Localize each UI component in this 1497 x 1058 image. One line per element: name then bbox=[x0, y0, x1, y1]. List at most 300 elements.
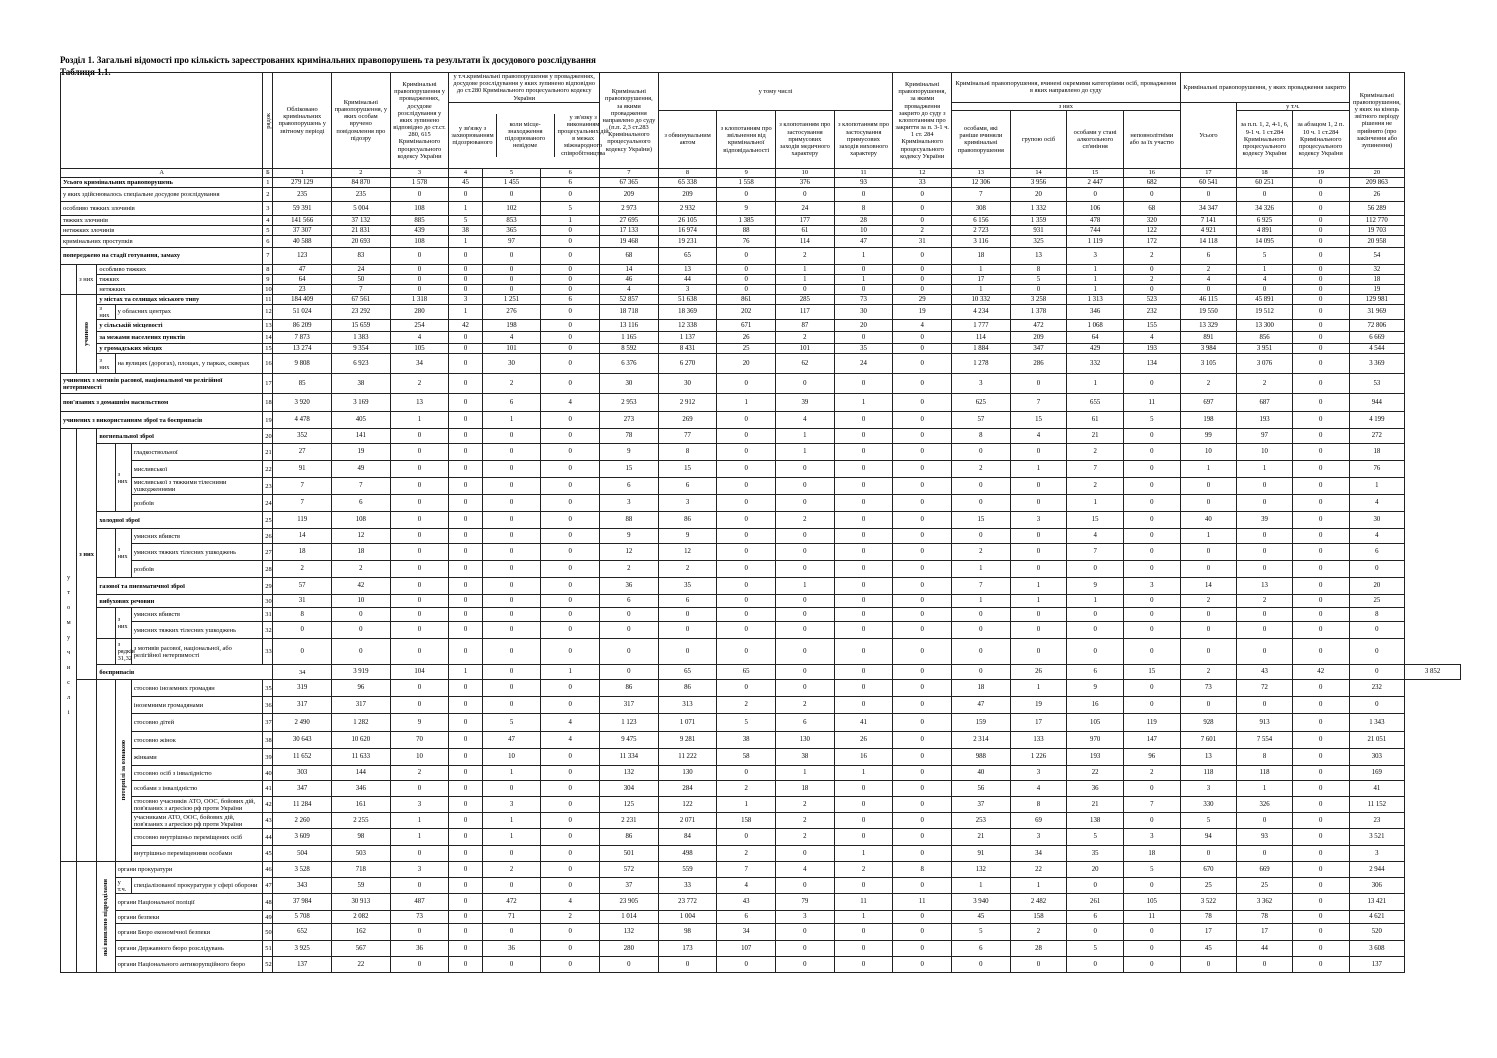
row-label-18: пов'язаних з домашнім насильством bbox=[61, 394, 263, 412]
row-label-26: умисних вбивств bbox=[131, 529, 262, 544]
cell-col-6: 0 bbox=[541, 829, 600, 846]
cell-col-12: 0 bbox=[893, 187, 952, 201]
cell-col-19: 0 bbox=[1292, 957, 1349, 973]
cell-col-8: 3 bbox=[658, 284, 717, 294]
row-number: 36 bbox=[263, 697, 273, 714]
cell-col-20: 76 bbox=[1349, 461, 1405, 478]
cell-col-19: 0 bbox=[1292, 320, 1349, 332]
cell-col-14: 1 378 bbox=[1010, 304, 1067, 319]
group-z-nykh-12: з них bbox=[97, 304, 115, 319]
row-label-49: органи безпеки bbox=[115, 911, 263, 924]
cell-col-6: 0 bbox=[541, 797, 600, 813]
cell-col-14: 931 bbox=[1010, 225, 1067, 235]
cell-col-3: 10 bbox=[390, 749, 449, 766]
cell-col-2: 11 633 bbox=[332, 749, 391, 766]
cell-col-8: 284 bbox=[658, 781, 717, 797]
cell-col-15: 9 bbox=[1067, 578, 1124, 595]
cell-col-14: 1 bbox=[1010, 578, 1067, 595]
cell-col-1: 184 409 bbox=[273, 294, 332, 304]
cell-col-10: 0 bbox=[776, 846, 835, 862]
cell-col-9: 0 bbox=[717, 766, 776, 781]
cell-col-5: 1 bbox=[541, 665, 600, 680]
cell-col-4: 0 bbox=[449, 544, 482, 561]
cell-col-17: 25 bbox=[1180, 878, 1237, 894]
cell-col-10: 0 bbox=[776, 561, 835, 578]
row-number: 37 bbox=[263, 714, 273, 732]
cell-col-3: 0 bbox=[390, 187, 449, 201]
cell-col-9: 1 bbox=[717, 797, 776, 813]
cell-col-10: 24 bbox=[776, 201, 835, 215]
cell-col-19: 0 bbox=[1292, 766, 1349, 781]
cell-col-3: 0 bbox=[390, 478, 449, 495]
cell-col-12: 0 bbox=[893, 578, 952, 595]
cell-col-10: 6 bbox=[776, 714, 835, 732]
cell-col-15: 1 bbox=[1067, 284, 1124, 294]
cell-col-6: 0 bbox=[541, 813, 600, 829]
cell-col-19: 0 bbox=[1292, 529, 1349, 544]
cell-col-3: 1 578 bbox=[390, 177, 449, 187]
cell-col-15: 1 bbox=[1067, 264, 1124, 274]
cell-col-18: 14 095 bbox=[1237, 235, 1293, 247]
table-row bbox=[61, 412, 1461, 429]
cell-col-3: 1 318 bbox=[390, 294, 449, 304]
cell-col-19: 0 bbox=[1292, 495, 1349, 512]
cell-col-5: 1 bbox=[482, 813, 541, 829]
cell-col-9: 0 bbox=[717, 561, 776, 578]
cell-col-7: 132 bbox=[600, 766, 659, 781]
cell-col-12: 0 bbox=[893, 846, 952, 862]
cell-col-7: 0 bbox=[600, 957, 659, 973]
cell-col-11: 20 bbox=[834, 320, 893, 332]
cell-col-6: 0 bbox=[541, 957, 600, 973]
table-row bbox=[61, 697, 1461, 714]
cell-col-3: 4 bbox=[390, 332, 449, 344]
cell-col-16: 68 bbox=[1123, 201, 1180, 215]
cell-col-6: 0 bbox=[600, 665, 659, 680]
cell-col-20: 0 bbox=[1349, 639, 1405, 665]
cell-col-4: 0 bbox=[449, 578, 482, 595]
cell-col-1: 11 652 bbox=[273, 749, 332, 766]
cell-col-7: 317 bbox=[600, 697, 659, 714]
header-col-6: у зв'язку з виконанням процесуальних дій в межах міжнародного співробітництва bbox=[554, 114, 612, 157]
cell-col-13: 47 bbox=[952, 697, 1011, 714]
cell-col-17: 928 bbox=[1180, 714, 1237, 732]
cell-col-12: 0 bbox=[893, 284, 952, 294]
cell-col-15: 0 bbox=[1067, 608, 1124, 622]
cell-col-17: 330 bbox=[1180, 797, 1237, 813]
cell-col-6: 1 bbox=[541, 215, 600, 225]
cell-col-13: 0 bbox=[952, 639, 1011, 665]
cell-col-14: 8 bbox=[1010, 264, 1067, 274]
cell-col-17: 7 601 bbox=[1180, 732, 1237, 749]
cell-col-20: 18 bbox=[1349, 444, 1405, 461]
cell-col-7: 46 bbox=[600, 274, 659, 284]
row-number: 21 bbox=[263, 444, 273, 461]
row-number: 12 bbox=[263, 304, 273, 319]
cell-col-16: 2 bbox=[1180, 665, 1237, 680]
cell-col-13: 0 bbox=[952, 622, 1011, 639]
cell-col-12: 0 bbox=[893, 529, 952, 544]
cell-col-5: 0 bbox=[482, 924, 541, 941]
table-row bbox=[61, 354, 1461, 374]
cell-col-4: 0 bbox=[449, 374, 482, 394]
cell-col-14: 13 bbox=[1010, 247, 1067, 264]
cell-col-7: 6 376 bbox=[600, 354, 659, 374]
cell-col-2: 9 354 bbox=[332, 344, 391, 354]
cell-col-19: 0 bbox=[1292, 284, 1349, 294]
cell-col-17: 34 347 bbox=[1180, 201, 1237, 215]
cell-col-6: 0 bbox=[541, 429, 600, 444]
cell-col-4: 0 bbox=[449, 495, 482, 512]
cell-col-5: 276 bbox=[482, 304, 541, 319]
group-blank-8 bbox=[61, 264, 77, 294]
cell-col-17: 0 bbox=[1180, 957, 1237, 973]
index-col-17: 17 bbox=[1180, 168, 1237, 177]
cell-col-20: 520 bbox=[1349, 924, 1405, 941]
cell-col-8: 84 bbox=[658, 829, 717, 846]
header-col-10: з клопотанням про застосування примусових заходів медичного характеру bbox=[776, 110, 835, 168]
cell-col-10: 1 bbox=[776, 766, 835, 781]
row-number: 15 bbox=[263, 344, 273, 354]
cell-col-4: 0 bbox=[449, 813, 482, 829]
cell-col-8: 122 bbox=[658, 797, 717, 813]
cell-col-19: 0 bbox=[1292, 354, 1349, 374]
cell-col-4: 0 bbox=[449, 264, 482, 274]
cell-col-8: 8 bbox=[658, 444, 717, 461]
cell-col-5: 4 bbox=[482, 332, 541, 344]
group-z-nykh-big: з них bbox=[77, 429, 97, 680]
cell-col-8: 2 932 bbox=[658, 201, 717, 215]
cell-col-20: 8 bbox=[1349, 608, 1405, 622]
cell-col-1: 652 bbox=[273, 924, 332, 941]
cell-col-4: 0 bbox=[449, 354, 482, 374]
cell-col-16: 0 bbox=[1123, 187, 1180, 201]
cell-col-6: 0 bbox=[541, 187, 600, 201]
row-number: 13 bbox=[263, 320, 273, 332]
cell-col-9: 9 bbox=[717, 201, 776, 215]
cell-col-3: 36 bbox=[390, 941, 449, 957]
row-label-47: спеціалізованої прокуратури у сфері оборони bbox=[131, 878, 262, 894]
cell-col-13: 1 bbox=[952, 264, 1011, 274]
table-row bbox=[61, 561, 1461, 578]
cell-col-6: 0 bbox=[541, 495, 600, 512]
cell-col-1: 343 bbox=[273, 878, 332, 894]
cell-col-14: 158 bbox=[1010, 911, 1067, 924]
cell-col-2: 144 bbox=[332, 766, 391, 781]
cell-col-19: 0 bbox=[1292, 461, 1349, 478]
cell-col-13: 308 bbox=[952, 201, 1011, 215]
cell-col-5: 0 bbox=[482, 461, 541, 478]
table-row bbox=[61, 177, 1461, 187]
cell-col-17: 19 550 bbox=[1180, 304, 1237, 319]
cell-col-12: 29 bbox=[893, 294, 952, 304]
cell-col-5: 853 bbox=[482, 215, 541, 225]
row-label-8: особливо тяжких bbox=[97, 264, 263, 274]
cell-col-18: 0 bbox=[1237, 697, 1293, 714]
row-label-6: кримінальних проступків bbox=[61, 235, 263, 247]
cell-col-9: 0 bbox=[717, 284, 776, 294]
cell-col-3: 885 bbox=[390, 215, 449, 225]
cell-col-2: 5 004 bbox=[332, 201, 391, 215]
cell-col-16: 147 bbox=[1123, 732, 1180, 749]
index-col-8: 8 bbox=[658, 168, 717, 177]
cell-col-17: 697 bbox=[1180, 394, 1237, 412]
cell-col-4: 0 bbox=[449, 284, 482, 294]
cell-col-9: 25 bbox=[717, 344, 776, 354]
row-number: 45 bbox=[263, 846, 273, 862]
cell-col-10: 2 bbox=[776, 247, 835, 264]
cell-col-13: 1 777 bbox=[952, 320, 1011, 332]
cell-col-16: 0 bbox=[1123, 429, 1180, 444]
cell-col-18: 326 bbox=[1237, 797, 1293, 813]
cell-col-18: 97 bbox=[1237, 429, 1293, 444]
cell-col-8: 16 974 bbox=[658, 225, 717, 235]
cell-col-9: 861 bbox=[717, 294, 776, 304]
cell-col-11: 0 bbox=[834, 813, 893, 829]
row-label-22: мисливської bbox=[131, 461, 262, 478]
cell-col-19: 0 bbox=[1292, 697, 1349, 714]
cell-col-17: 118 bbox=[1180, 766, 1237, 781]
cell-col-10: 0 bbox=[776, 639, 835, 665]
cell-col-7: 9 bbox=[600, 529, 659, 544]
cell-col-4: 0 bbox=[449, 680, 482, 697]
cell-col-15: 138 bbox=[1067, 813, 1124, 829]
cell-col-12: 33 bbox=[893, 177, 952, 187]
cell-col-5: 36 bbox=[482, 941, 541, 957]
cell-col-3: 0 bbox=[390, 697, 449, 714]
cell-col-4: 0 bbox=[449, 187, 482, 201]
cell-col-9: 38 bbox=[717, 732, 776, 749]
cell-col-12: 0 bbox=[893, 561, 952, 578]
cell-col-14: 0 bbox=[1010, 444, 1067, 461]
row-number: 47 bbox=[263, 878, 273, 894]
cell-col-2: 1 383 bbox=[332, 332, 391, 344]
cell-col-11: 2 bbox=[834, 862, 893, 878]
table-row bbox=[61, 846, 1461, 862]
cell-col-20: 2 944 bbox=[1349, 862, 1405, 878]
cell-col-9: 4 bbox=[717, 878, 776, 894]
cell-col-13: 8 bbox=[952, 429, 1011, 444]
cell-col-17: 0 bbox=[1180, 846, 1237, 862]
cell-col-20: 3 369 bbox=[1349, 354, 1405, 374]
cell-col-5: 0 bbox=[482, 622, 541, 639]
cell-col-20: 303 bbox=[1349, 749, 1405, 766]
cell-col-5: 2 bbox=[482, 374, 541, 394]
group-z-nykh-21: з них bbox=[115, 444, 131, 512]
row-label-30: вибухових речовин bbox=[97, 595, 263, 608]
cell-col-1: 18 bbox=[273, 544, 332, 561]
cell-col-2: 37 132 bbox=[332, 215, 391, 225]
cell-col-1: 317 bbox=[273, 697, 332, 714]
cell-col-3: 1 bbox=[449, 665, 482, 680]
cell-col-17: 60 541 bbox=[1180, 177, 1237, 187]
cell-col-7: 209 bbox=[600, 187, 659, 201]
cell-col-20: 0 bbox=[1349, 561, 1405, 578]
cell-col-9: 671 bbox=[717, 320, 776, 332]
cell-col-10: 376 bbox=[776, 177, 835, 187]
table-row bbox=[61, 813, 1461, 829]
cell-col-19: 0 bbox=[1292, 235, 1349, 247]
cell-col-15: 193 bbox=[1067, 749, 1124, 766]
cell-col-7: 15 bbox=[600, 461, 659, 478]
header-col-5: коли місце-знаходження підозрюваного невідоме bbox=[496, 114, 554, 157]
cell-col-4: 0 bbox=[449, 595, 482, 608]
cell-col-8: 130 bbox=[658, 766, 717, 781]
cell-col-2: 49 bbox=[332, 461, 391, 478]
header-col-17: Усього bbox=[1180, 102, 1237, 168]
cell-col-15: 15 bbox=[1123, 665, 1180, 680]
cell-col-20: 20 bbox=[1349, 578, 1405, 595]
cell-col-18: 25 bbox=[1237, 878, 1293, 894]
cell-col-11: 1 bbox=[834, 274, 893, 284]
table-row bbox=[61, 924, 1461, 941]
cell-col-2: 2 bbox=[332, 561, 391, 578]
cell-col-13: 57 bbox=[952, 412, 1011, 429]
cell-col-8: 0 bbox=[658, 608, 717, 622]
cell-col-14: 5 bbox=[1010, 274, 1067, 284]
table-row bbox=[61, 766, 1461, 781]
cell-col-1: 123 bbox=[273, 247, 332, 264]
cell-col-16: 523 bbox=[1123, 294, 1180, 304]
cell-col-5: 97 bbox=[482, 235, 541, 247]
cell-col-18: 1 bbox=[1237, 781, 1293, 797]
cell-col-2: 98 bbox=[332, 829, 391, 846]
cell-col-19: 0 bbox=[1292, 177, 1349, 187]
cell-col-6: 0 bbox=[541, 235, 600, 247]
cell-col-13: 0 bbox=[952, 529, 1011, 544]
cell-col-13: 1 bbox=[952, 878, 1011, 894]
cell-col-1: 40 588 bbox=[273, 235, 332, 247]
header-col-3: Кримінальні правопорушення у провадженнях, досудове розслідування у яких зупинено відповідно до ст.ст. 280, 615 Кримінального процесуального кодексу України bbox=[390, 73, 449, 169]
cell-col-13: 0 bbox=[952, 957, 1011, 973]
table-row bbox=[61, 444, 1461, 461]
cell-col-4: 0 bbox=[449, 924, 482, 941]
cell-col-8: 86 bbox=[658, 680, 717, 697]
cell-col-18: 0 bbox=[1237, 478, 1293, 495]
cell-col-16: 0 bbox=[1123, 478, 1180, 495]
cell-col-15: 0 bbox=[1067, 924, 1124, 941]
header-col-9: з клопотанням про звільнення від кримінальної відповідальності bbox=[717, 110, 776, 168]
cell-col-6: 0 bbox=[541, 595, 600, 608]
cell-col-14: 0 bbox=[1010, 639, 1067, 665]
cell-col-11: 0 bbox=[834, 264, 893, 274]
cell-col-16: 0 bbox=[1123, 461, 1180, 478]
cell-col-11: 0 bbox=[834, 578, 893, 595]
cell-col-11: 0 bbox=[834, 561, 893, 578]
cell-col-11: 0 bbox=[834, 941, 893, 957]
cell-col-15: 64 bbox=[1067, 332, 1124, 344]
cell-col-13: 1 bbox=[952, 284, 1011, 294]
cell-col-17: 3 bbox=[1180, 781, 1237, 797]
cell-col-11: 0 bbox=[834, 529, 893, 544]
cell-col-4: 0 bbox=[449, 781, 482, 797]
cell-col-14: 0 bbox=[1010, 374, 1067, 394]
cell-col-11: 0 bbox=[834, 461, 893, 478]
cell-col-5: 0 bbox=[482, 264, 541, 274]
cell-col-7: 18 718 bbox=[600, 304, 659, 319]
table-row bbox=[61, 478, 1461, 495]
cell-col-9: 7 bbox=[717, 862, 776, 878]
cell-col-3: 0 bbox=[390, 957, 449, 973]
table-row bbox=[61, 320, 1461, 332]
cell-col-5: 0 bbox=[482, 429, 541, 444]
cell-col-20: 112 770 bbox=[1349, 215, 1405, 225]
cell-col-9: 0 bbox=[717, 264, 776, 274]
cell-col-11: 1 bbox=[834, 247, 893, 264]
cell-col-15: 1 119 bbox=[1067, 235, 1124, 247]
cell-col-20: 18 bbox=[1349, 274, 1405, 284]
cell-col-11: 0 bbox=[834, 924, 893, 941]
cell-col-11: 0 bbox=[893, 665, 952, 680]
cell-col-9: 20 bbox=[717, 354, 776, 374]
cell-col-1: 7 bbox=[273, 495, 332, 512]
cell-col-8: 12 bbox=[658, 544, 717, 561]
cell-col-16: 0 bbox=[1123, 264, 1180, 274]
cell-col-15: 429 bbox=[1067, 344, 1124, 354]
row-number: 1 bbox=[263, 177, 273, 187]
cell-col-4: 0 bbox=[449, 911, 482, 924]
cell-col-7: 13 116 bbox=[600, 320, 659, 332]
cell-col-10: 2 bbox=[776, 813, 835, 829]
cell-col-20: 41 bbox=[1349, 781, 1405, 797]
cell-col-1: 3 528 bbox=[273, 862, 332, 878]
cell-col-18: 4 891 bbox=[1237, 225, 1293, 235]
row-label-13: у сільській місцевості bbox=[97, 320, 263, 332]
cell-col-16: 2 bbox=[1123, 247, 1180, 264]
cell-col-18: 8 bbox=[1237, 749, 1293, 766]
cell-col-14: 3 bbox=[1010, 829, 1067, 846]
row-number: 50 bbox=[263, 924, 273, 941]
cell-col-10: 114 bbox=[776, 235, 835, 247]
cell-col-9: 0 bbox=[717, 444, 776, 461]
cell-col-7: 36 bbox=[600, 578, 659, 595]
cell-col-12: 0 bbox=[893, 394, 952, 412]
table-row bbox=[61, 294, 1461, 304]
cell-col-13: 2 723 bbox=[952, 225, 1011, 235]
cell-col-12: 0 bbox=[893, 461, 952, 478]
header-col-18: за п.п. 1, 2, 4-1, 6, 9-1 ч. 1 ст.284 Кримінального процесуального кодексу України bbox=[1237, 110, 1293, 168]
row-label-33: з мотивів расової, національної, або релігійної нетерпимості bbox=[131, 639, 262, 665]
group-z-nykh-31: з них bbox=[115, 608, 131, 639]
row-number: 33 bbox=[263, 639, 273, 665]
table-row bbox=[61, 247, 1461, 264]
cell-col-8: 11 222 bbox=[658, 749, 717, 766]
cell-col-20: 31 969 bbox=[1349, 304, 1405, 319]
cell-col-11: 0 bbox=[834, 957, 893, 973]
cell-col-10: 2 bbox=[776, 512, 835, 529]
table-row bbox=[61, 878, 1461, 894]
cell-col-19: 0 bbox=[1292, 878, 1349, 894]
cell-col-16: 0 bbox=[1123, 544, 1180, 561]
cell-col-5: 0 bbox=[482, 529, 541, 544]
cell-col-3: 487 bbox=[390, 894, 449, 911]
cell-col-11: 0 bbox=[834, 697, 893, 714]
cell-col-15: 2 bbox=[1067, 444, 1124, 461]
cell-col-5: 198 bbox=[482, 320, 541, 332]
cell-col-16: 134 bbox=[1123, 354, 1180, 374]
cell-col-2: 141 bbox=[332, 429, 391, 444]
table-row bbox=[61, 608, 1461, 622]
cell-col-3: 0 bbox=[390, 680, 449, 697]
cell-col-16: 0 bbox=[1123, 512, 1180, 529]
cell-col-19: 0 bbox=[1292, 781, 1349, 797]
table-row bbox=[61, 862, 1461, 878]
cell-col-5: 0 bbox=[482, 561, 541, 578]
cell-col-6: 5 bbox=[541, 201, 600, 215]
cell-col-10: 4 bbox=[776, 412, 835, 429]
cell-col-10: 117 bbox=[776, 304, 835, 319]
cell-col-8: 173 bbox=[658, 941, 717, 957]
